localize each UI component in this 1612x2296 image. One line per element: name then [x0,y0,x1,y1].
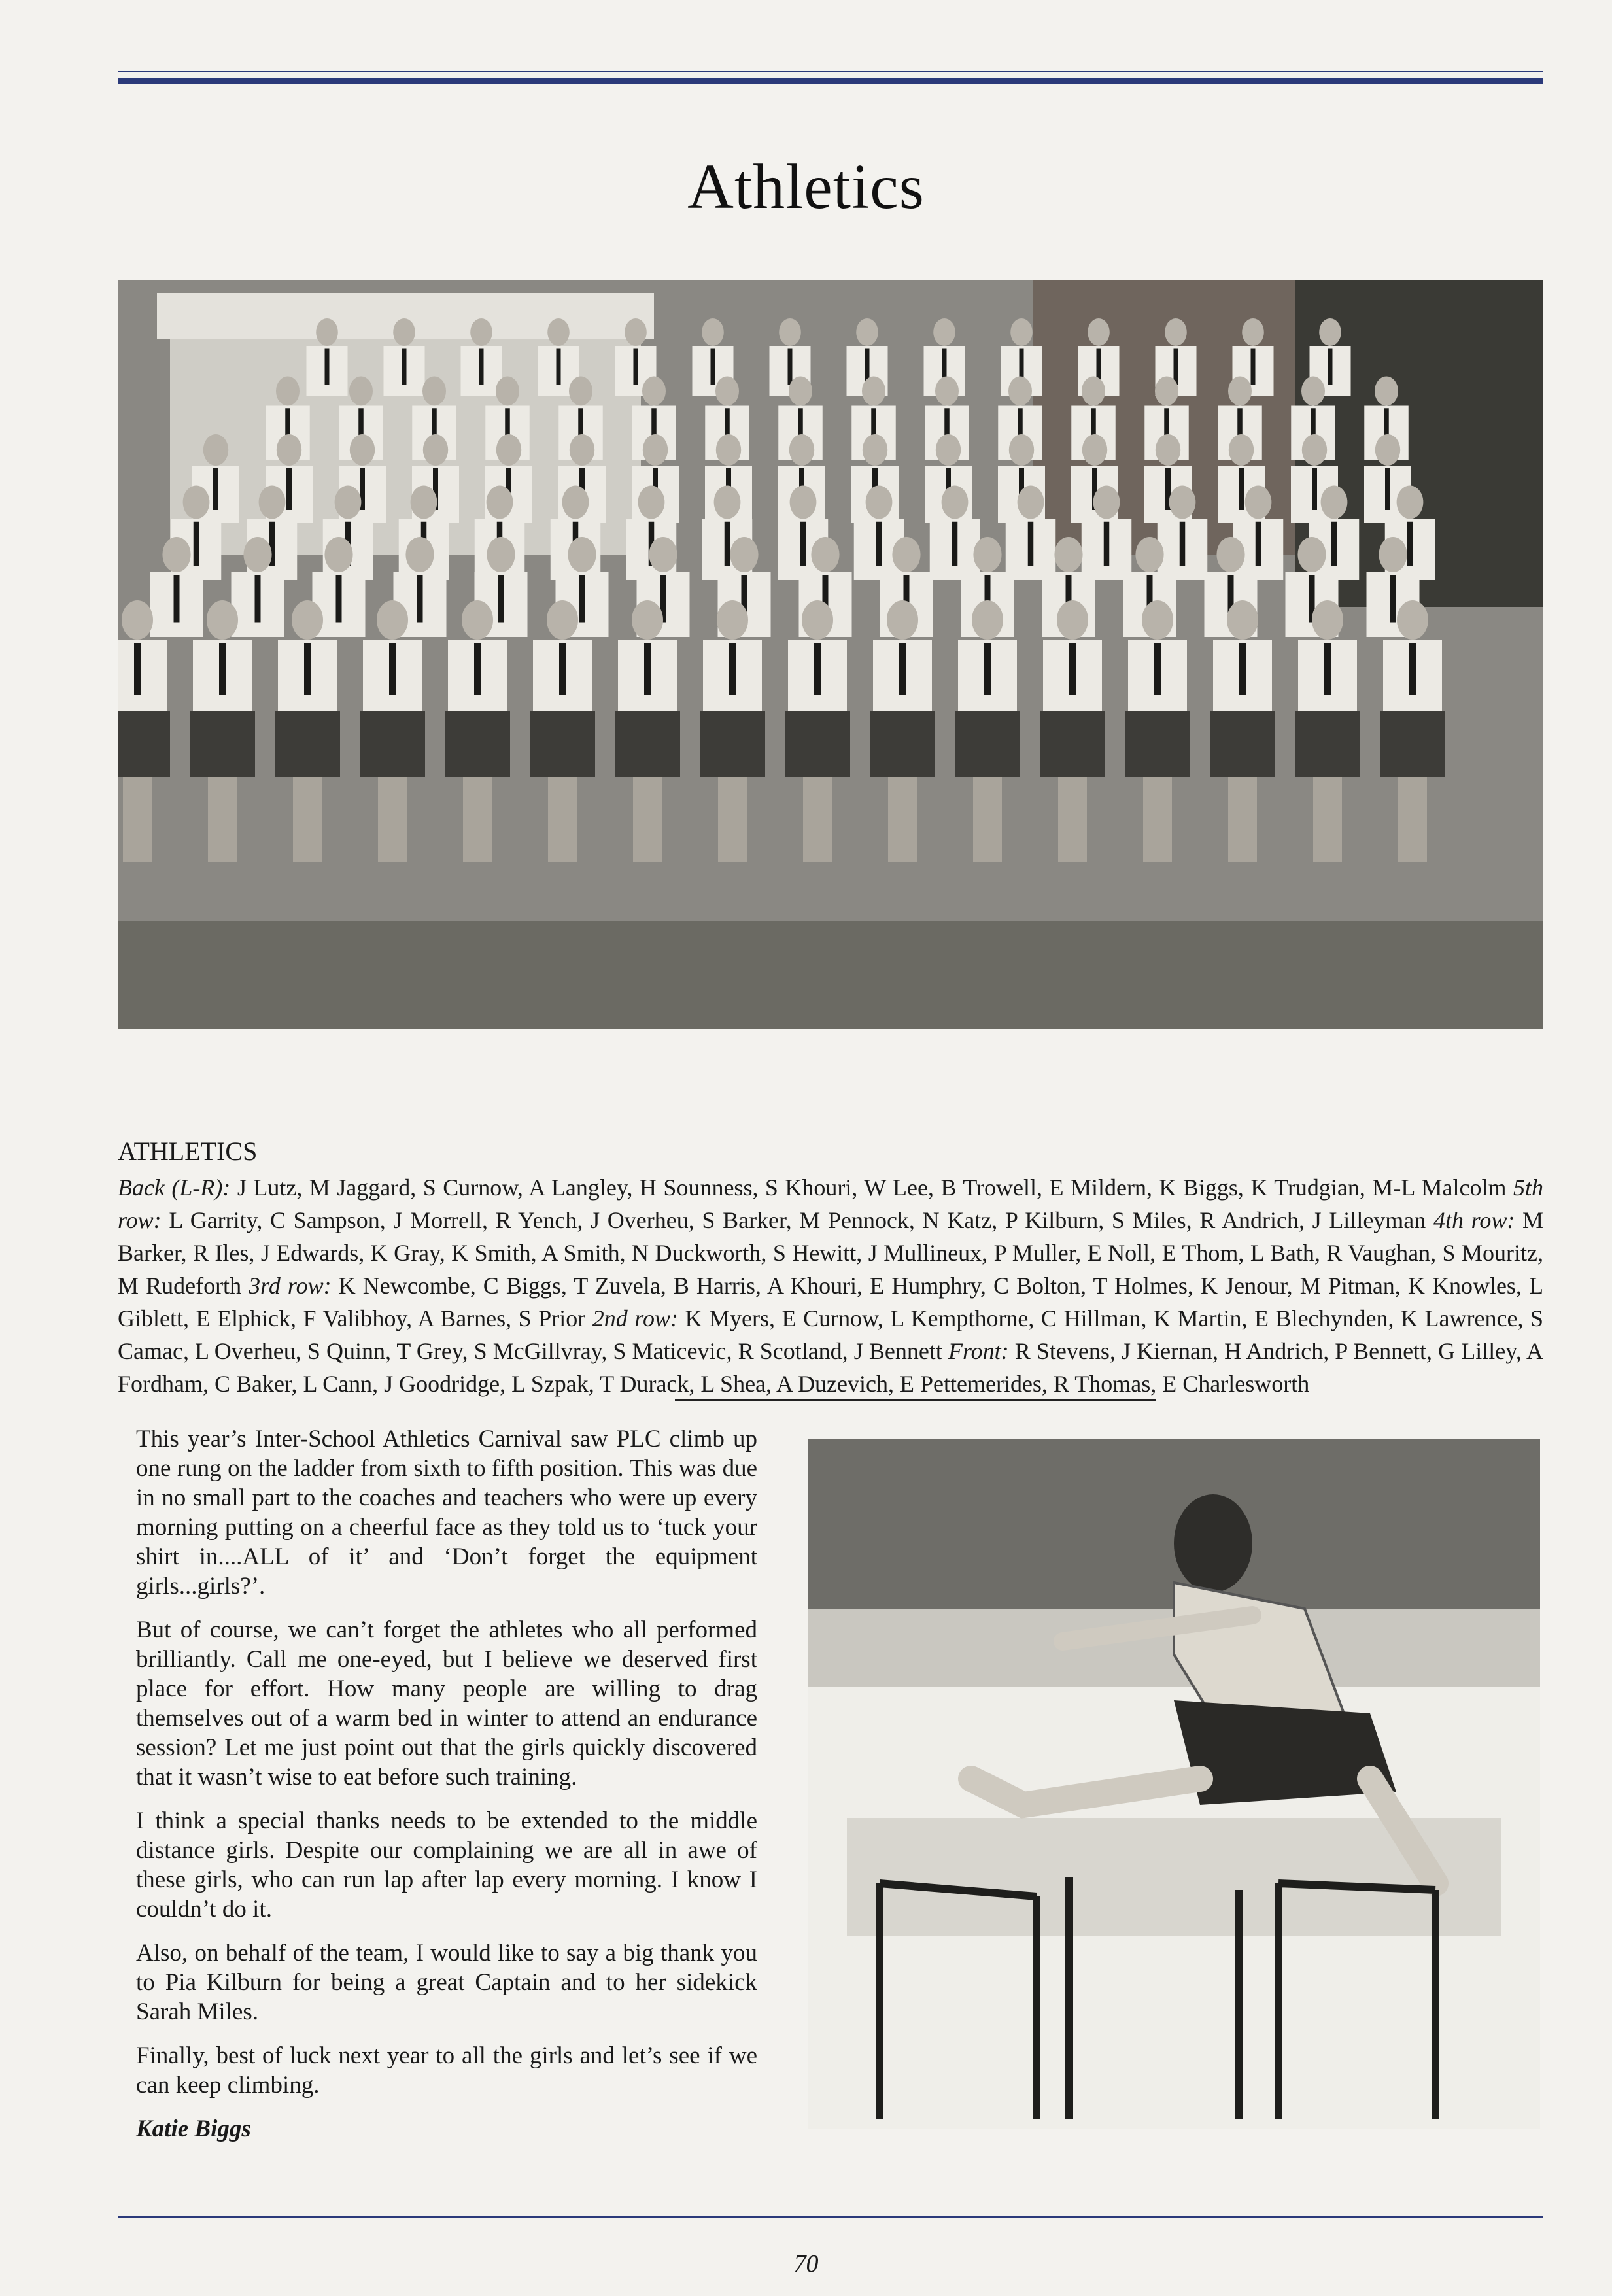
team-member-head [1312,600,1343,640]
team-member-tie [1409,643,1416,695]
section-divider [675,1399,1156,1401]
team-member-tie [1069,643,1076,695]
team-member-tie [984,643,991,695]
team-member-head [1301,377,1325,406]
team-member-tie [1180,522,1186,566]
team-member-head [259,486,286,519]
team-member-tie [134,643,141,695]
team-member-tie [876,522,882,566]
article-paragraph: Finally, best of luck next year to all the girls and let’s see if we can keep climbing. [136,2042,757,2099]
team-member-head [1082,377,1105,406]
team-member-tie [1251,349,1256,385]
team-member-head [1018,486,1044,519]
team-member-tie [479,349,484,385]
row-names-front: R Stevens, J Kiernan, H Andrich, P Bennett, G Lilley, A Fordham, C Baker, L Cann, J Goodridge, L Szpak, T Durack, L Shea, A Duzevich, E Pettemerides, R Thomas, E Charlesworth [118,1338,1543,1397]
team-member-head [276,377,300,406]
team-member-head [1088,318,1110,346]
bottom-rule [118,2216,1543,2218]
row-label-back: Back (L-R): [118,1174,231,1201]
team-member-head [423,434,448,466]
caption-names [118,1174,1543,1397]
row-names-4th: M Barker, R Iles, J Edwards, K Gray, K Smith, A Smith, N Duckworth, S Hewitt, J Mullineux, P Muller, E Noll, E Thom, L Bath, R Vaughan, S Mouritz, M Rudeforth [118,1207,1544,1299]
team-member-head [292,600,323,640]
team-member-skirt [1380,711,1445,777]
team-member-head [1054,537,1082,572]
team-member-head [1155,377,1178,406]
team-member-head [730,537,758,572]
top-rule-thick [118,78,1543,84]
team-member-head [1375,434,1400,466]
team-member-head [942,486,969,519]
team-member-head [866,486,893,519]
team-member-head [162,537,190,572]
article-paragraph: But of course, we can’t forget the athletes who all performed brilliantly. Call me one-eyed, but I believe we deserved first place for effort. How many people are willing to drag themselves out of a warm bed in winter to attend an endurance session? Let me just point out that the girls quickly discovered that it wasn’t wise to eat before such training. [136,1617,757,1791]
row-label-5th: 5th row: [118,1174,1543,1233]
team-member-tie [498,575,504,623]
team-member-head [377,600,408,640]
team-member-head [183,486,210,519]
team-member-tie [952,522,958,566]
team-member-head [1297,537,1326,572]
team-member-legs [718,777,747,862]
team-member-skirt [275,711,340,777]
team-member-legs [1143,777,1172,862]
team-member-tie [1385,468,1390,510]
team-member-head [887,600,918,640]
team-member-tie [286,468,292,510]
team-member-skirt [530,711,595,777]
team-member-head [547,600,578,640]
team-member-skirt [118,711,170,777]
team-member-legs [803,777,832,862]
team-member-tie [219,643,226,695]
team-member-legs [1313,777,1342,862]
team-member-head [1057,600,1088,640]
team-member-head [1008,377,1032,406]
team-member-head [470,318,492,346]
team-member-skirt [1125,711,1190,777]
team-member-head [1321,486,1348,519]
team-member-head [1375,377,1398,406]
team-member-head [936,434,961,466]
team-member-head [638,486,665,519]
team-group-photo [118,280,1543,1029]
team-member-tie [788,349,793,385]
team-member-tie [1256,522,1261,566]
team-member-head [779,318,801,346]
team-member-tie [1104,522,1110,566]
team-member-tie [1390,575,1396,623]
team-member-legs [1228,777,1257,862]
team-member-head [207,600,238,640]
team-member-head [935,377,959,406]
team-member-head [569,377,592,406]
team-member-head [1135,537,1163,572]
team-member-head [862,377,885,406]
team-member-head [717,600,748,640]
team-member-legs [293,777,322,862]
team-member-head [811,537,839,572]
team-member-tie [644,643,651,695]
team-member-head [405,537,434,572]
team-member-head [1165,318,1187,346]
team-member-head [316,318,338,346]
team-member-tie [1324,643,1331,695]
team-member-head [487,537,515,572]
team-member-shirt [118,640,167,711]
team-member-tie [389,643,396,695]
team-member-skirt [1210,711,1275,777]
team-member-head [973,537,1001,572]
team-member-head [1245,486,1272,519]
team-member-tie [213,468,218,510]
hurdler-illustration [808,1439,1540,2129]
team-member-tie [729,643,736,695]
team-member-tie [1328,349,1333,385]
team-member-head [1009,434,1034,466]
team-member-legs [123,777,152,862]
team-member-tie [1239,468,1244,510]
team-member-head [324,537,352,572]
team-member-head [1216,537,1244,572]
team-member-skirt [700,711,765,777]
team-member-head [802,600,833,640]
team-member-tie [255,575,261,623]
page-title: Athletics [687,152,925,222]
team-member-tie [711,349,715,385]
team-member-tie [1174,349,1178,385]
team-member-head [1228,377,1252,406]
team-member-skirt [360,711,425,777]
team-photo-illustration [118,280,1543,1029]
team-member-legs [1058,777,1087,862]
team-member-head [716,434,741,466]
team-member-legs [888,777,917,862]
team-member-head [715,377,739,406]
row-names-3rd: K Newcombe, C Biggs, T Zuvela, B Harris, A Khouri, E Humphry, C Bolton, T Holmes, K Jenour, M Pitman, K Knowles, L Giblett, E Elphick, F Valibhoy, A Barnes, S Prior [118,1273,1544,1331]
team-member-tie [814,643,821,695]
team-member-head [335,486,362,519]
team-member-skirt [445,711,510,777]
team-member-head [243,537,271,572]
team-member-tie [417,575,423,623]
team-member-head [1156,434,1180,466]
team-member-skirt [870,711,935,777]
page-number: 70 [793,2250,819,2278]
team-member-head [1319,318,1341,346]
team-member-tie [1028,522,1034,566]
caption-heading: ATHLETICS [118,1137,258,1166]
team-member-tie [579,575,585,623]
team-member-tie [1331,522,1337,566]
team-member-head [411,486,437,519]
team-member-head [1397,600,1428,640]
team-member-head [547,318,570,346]
team-member-head [1302,434,1327,466]
team-member-head [625,318,647,346]
row-names-back: J Lutz, M Jaggard, S Curnow, A Langley, H Sounness, S Khouri, W Lee, B Trowell, E Mildern, K Biggs, K Trudgian, M-L Malcolm [237,1174,1507,1201]
team-member-head [892,537,920,572]
team-member-tie [325,349,330,385]
team-member-legs [548,777,577,862]
team-member-head [714,486,741,519]
team-member-skirt [785,711,850,777]
team-member-head [568,537,596,572]
team-member-tie [557,349,561,385]
article-body [136,1424,757,2158]
team-member-head [863,434,887,466]
team-member-head [789,377,812,406]
row-label-3rd: 3rd row: [249,1273,332,1299]
team-member-tie [336,575,342,623]
team-member-legs [633,777,662,862]
top-rule-thin [118,71,1543,72]
team-member-legs [973,777,1002,862]
team-member-head [972,600,1003,640]
team-member-tie [1407,522,1413,566]
hurdler-photo [808,1439,1540,2129]
team-member-head [496,434,521,466]
team-member-tie [800,522,806,566]
team-member-head [1093,486,1120,519]
team-member-head [349,377,373,406]
team-member-head [789,434,814,466]
team-caption [118,1135,1543,1400]
team-member-head [643,434,668,466]
team-member-tie [474,643,481,695]
team-member-tie [725,522,730,566]
row-label-front: Front: [948,1338,1009,1364]
team-member-head [1082,434,1107,466]
team-member-head [570,434,594,466]
team-member-head [393,318,415,346]
team-member-head [1169,486,1196,519]
team-member-legs [1398,777,1427,862]
article-paragraph: Also, on behalf of the team, I would like to say a big thank you to Pia Kilburn for being a great Captain and to her sidekick Sarah Miles. [136,1940,757,2025]
team-member-head [350,434,375,466]
team-member-head [702,318,724,346]
team-member-tie [194,522,199,566]
team-member-head [1242,318,1264,346]
team-member-tie [634,349,638,385]
team-member-legs [208,777,237,862]
team-member-tie [1312,468,1317,510]
team-member-head [1397,486,1424,519]
team-member-skirt [190,711,255,777]
team-member-tie [304,643,311,695]
row-label-2nd: 2nd row: [592,1305,678,1331]
team-member-tie [1239,643,1246,695]
team-member-tie [559,643,566,695]
team-member-skirt [615,711,680,777]
team-member-head [632,600,663,640]
team-member-head [790,486,817,519]
team-member-skirt [1040,711,1105,777]
team-member-head [462,600,493,640]
team-member-skirt [1295,711,1360,777]
article-paragraph: This year’s Inter-School Athletics Carnival saw PLC climb up one rung on the ladder from sixth to fifth position. This was due in no small part to the coaches and teachers who were up every morning putting on a cheerful face as they told us to ‘tuck your shirt in....ALL of it’ and ‘Don’t forget the equipment girls...girls?’. [136,1426,757,1600]
article-paragraph: I think a special thanks needs to be extended to the middle distance girls. Despite our complaining we are all in awe of these girls, who can run lap after lap every morning. I know I couldn’t do it. [136,1808,757,1923]
team-member-legs [378,777,407,862]
team-member-head [277,434,301,466]
team-member-head [1010,318,1033,346]
team-member-legs [463,777,492,862]
article-author: Katie Biggs [136,2116,251,2142]
team-member-head [933,318,955,346]
row-names-2nd: K Myers, E Curnow, L Kempthorne, C Hillman, K Martin, E Blechynden, K Lawrence, S Camac, L Overheu, S Quinn, T Grey, S McGillvray, S Maticevic, R Scotland, J Bennett [118,1305,1544,1364]
team-member-head [203,434,228,466]
team-member-tie [174,575,180,623]
athlete-head [1174,1494,1252,1592]
team-member-head [1379,537,1407,572]
team-member-head [1227,600,1258,640]
team-member-tie [402,349,407,385]
team-member-head [642,377,666,406]
row-names-5th: L Garrity, C Sampson, J Morrell, R Yench, J Overheu, S Barker, M Pennock, N Katz, P Kilburn, S Miles, R Andrich, J Lilleyman [169,1207,1426,1233]
team-member-head [562,486,589,519]
team-member-tie [899,643,906,695]
team-member-head [487,486,513,519]
team-member-skirt [955,711,1020,777]
team-member-head [496,377,519,406]
team-member-head [1229,434,1254,466]
team-member-tie [1154,643,1161,695]
row-label-4th: 4th row: [1433,1207,1515,1233]
team-member-head [856,318,878,346]
team-member-head [1142,600,1173,640]
team-member-head [122,600,153,640]
team-member-head [649,537,677,572]
team-member-head [422,377,446,406]
